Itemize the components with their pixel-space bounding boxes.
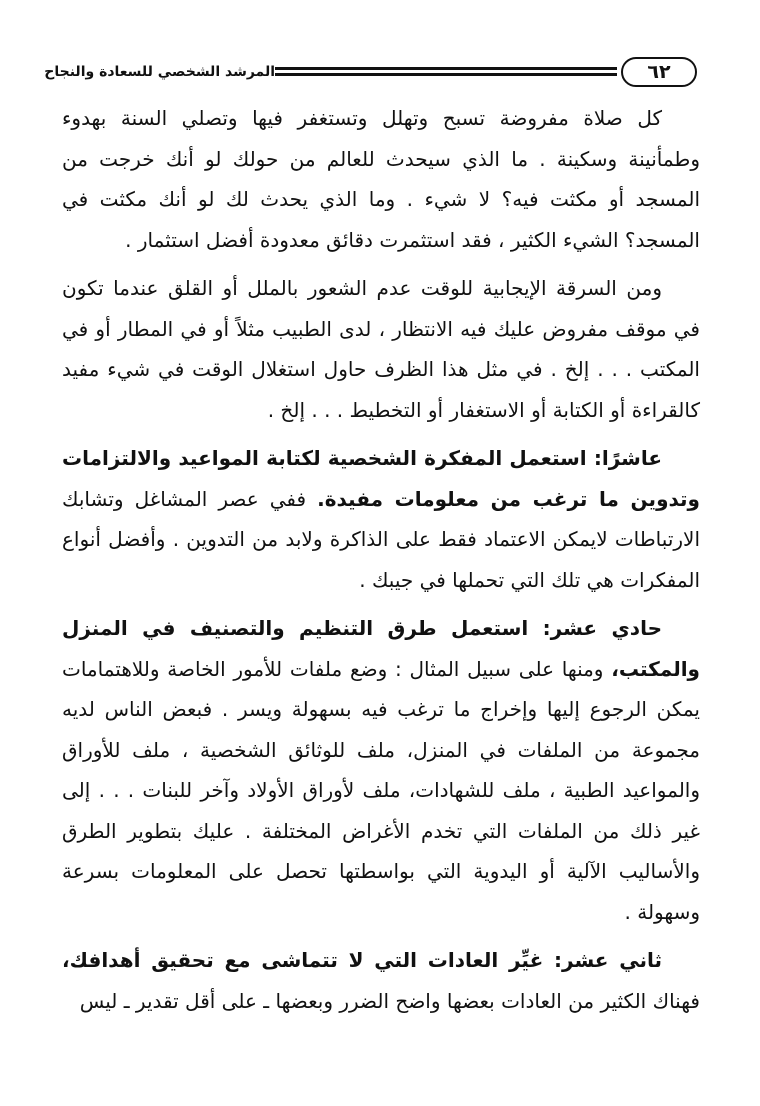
- paragraph-heading: عاشرًا: استعمل المفكرة الشخصية لكتابة المواعيد والالتزامات وتدوين ما ترغب من معلومات مفيدة.: [62, 446, 700, 511]
- paragraph: [62, 608, 700, 932]
- paragraph: [62, 268, 700, 430]
- paragraph: [62, 940, 700, 1021]
- book-title: المرشد الشخصي للسعادة والنجاح: [75, 57, 275, 87]
- page-body: [62, 98, 700, 1021]
- page-header: [44, 57, 697, 93]
- paragraph-text: ومنها على سبيل المثال : وضع ملفات للأمور الخاصة وللاهتمامات يمكن الرجوع إليها وإخراج ما ترغب فيه بسهولة ويسر . فبعض الناس لديه مجموعة من الملفات في المنزل، ملف للوثائق الشخصية ، ملف للأوراق والمواعيد الطبية ، ملف للشهادات، ملف لأوراق الأولاد وآخر للبنات . . . إلى غير ذلك من الملفات التي تخدم الأغراض المختلفة . عليك بتطوير الطرق والأساليب الآلية أو اليدوية التي بواسطتها تحصل على المعلومات بسرعة وسهولة .: [62, 656, 700, 924]
- paragraph: [62, 438, 700, 600]
- paragraph: [62, 98, 700, 260]
- paragraph-text: ومن السرقة الإيجابية للوقت عدم الشعور بالملل أو القلق عندما تكون في موقف مفروض عليك فيه الانتظار ، لدى الطبيب مثلاً أو في المطار أو في المكتب . . . إلخ . في مثل هذا الظرف حاول استغلال الوقت في شيء مفيد كالقراءة أو الكتابة أو الاستغفار أو التخطيط . . . إلخ .: [62, 276, 700, 422]
- paragraph-heading: ثاني عشر: غيِّر العادات التي لا تتماشى مع تحقيق أهدافك،: [62, 948, 662, 972]
- header-rule: [275, 67, 617, 76]
- paragraph-heading: حادي عشر: استعمل طرق التنظيم والتصنيف في المنزل والمكتب،: [62, 616, 700, 681]
- paragraph-text: فهناك الكثير من العادات بعضها واضح الضرر وبعضها ـ على أقل تقدير ـ ليس: [79, 988, 700, 1013]
- page-number: ٦٢: [621, 57, 697, 87]
- paragraph-text: كل صلاة مفروضة تسبح وتهلل وتستغفر فيها وتصلي السنة بهدوء وطمأنينة وسكينة . ما الذي سيحدث للعالم من حولك لو أنك خرجت من المسجد أو مكثت فيه؟ لا شيء . وما الذي يحدث لك لو أنك مكثت في المسجد؟ الشيء الكثير ، فقد استثمرت دقائق معدودة أفضل استثمار .: [62, 106, 700, 252]
- paragraph-text: ففي عصر المشاغل وتشابك الارتباطات لايمكن الاعتماد فقط على الذاكرة ولابد من التدوين . وأفضل أنواع المفكرات هي تلك التي تحملها في جيبك .: [62, 486, 700, 592]
